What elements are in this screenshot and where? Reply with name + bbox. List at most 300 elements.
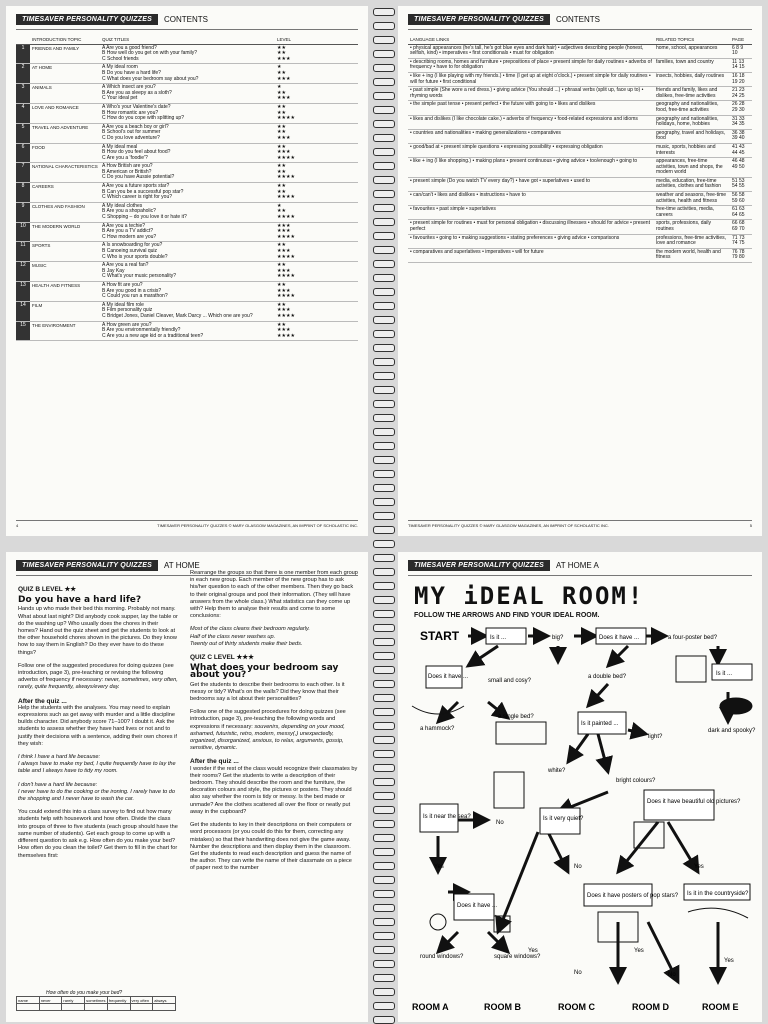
quiz-titles <box>100 64 275 84</box>
quiz-title: B Are you environmentally friendly? <box>102 327 181 334</box>
spiral-ring <box>373 470 395 478</box>
levels <box>275 64 358 84</box>
language-links: • good/bad at • present simple questions • expressing possibility • expressing obligation <box>408 143 654 157</box>
spiral-ring <box>373 260 395 268</box>
arrow <box>548 832 568 872</box>
topic-number: 9 <box>16 202 30 222</box>
contents-row <box>16 222 358 242</box>
contents-row <box>408 129 752 143</box>
conclusion: Most of the class cleans their bedroom regularly. <box>190 626 310 633</box>
spiral-ring <box>373 92 395 100</box>
levels <box>275 143 358 163</box>
spiral-binding <box>370 0 396 1024</box>
contents-row <box>408 58 752 72</box>
topic-number: 12 <box>16 262 30 282</box>
page-numbers: 16 18 19 20 <box>730 72 752 86</box>
teacher-notes-page <box>6 552 368 1022</box>
chart-column-header: always <box>153 997 176 1004</box>
arrow <box>598 734 608 772</box>
node-text: Does it have ... <box>457 903 498 909</box>
spiral-ring <box>373 428 395 436</box>
quiz-title: A How fit are you? <box>102 281 143 288</box>
level-stars: ★★ <box>277 301 286 308</box>
node-text: big? <box>552 635 564 641</box>
spiral-ring <box>373 596 395 604</box>
contents-row <box>408 115 752 129</box>
spiral-ring <box>373 680 395 688</box>
language-links: • likes and dislikes (I like chocolate cake.) • adverbs of frequency • food-related expressions and idioms <box>408 115 654 129</box>
example: I never have to do the cooking or the ironing. I rarely have to do the shopping and I never have to wash the car. <box>18 788 176 803</box>
quiz-title: B Are you good in a crisis? <box>102 287 162 294</box>
quiz-titles <box>100 281 275 301</box>
language-links: • countries and nationalities • making generalizations • comparatives <box>408 129 654 143</box>
series-tag: TIMESAVER PERSONALITY QUIZZES <box>408 560 550 571</box>
arrow <box>588 684 608 706</box>
levels <box>275 183 358 203</box>
quiz-title: B Canoeing survival quiz <box>102 248 158 254</box>
topic-number: 7 <box>16 163 30 183</box>
level-stars: ★★★★ <box>277 293 295 300</box>
spiral-ring <box>373 316 395 324</box>
quiz-titles <box>100 321 275 341</box>
level-stars: ★ <box>277 202 282 209</box>
node-text: No <box>496 820 504 826</box>
arrow <box>438 932 458 952</box>
spiral-ring <box>373 806 395 814</box>
flowchart-page <box>398 552 762 1022</box>
divider <box>16 29 358 30</box>
page-numbers: 46 48 49 50 <box>730 158 752 178</box>
page-number: 5 <box>749 523 752 528</box>
spiral-ring <box>373 722 395 730</box>
language-links: • past simple (She wore a red dress.) • giving advice (You should ...) • phrasal verbs (split up, face up to) • rhyming words <box>408 87 654 101</box>
level-stars: ★★★ <box>277 75 291 82</box>
quiz-titles <box>100 84 275 104</box>
node-text: Does it have ... <box>428 674 469 680</box>
level-stars: ★★ <box>277 89 286 96</box>
related-topics: appearances, free-time activities, town and shops, the modern world <box>654 158 730 178</box>
level-stars: ★★ <box>277 69 286 76</box>
language-links: • describing rooms, homes and furniture • prepositions of place • present simple for daily routines • adverbs of frequency • have to for obligation <box>408 58 654 72</box>
quiz-title: A Are you a good friend? <box>102 44 157 51</box>
related-topics: the modern world, health and fitness <box>654 248 730 262</box>
topic-number: 11 <box>16 242 30 262</box>
paragraph: Get the students to describe their bedrooms to each other. Is it messy or tidy? What's on the walls? Did they know that their bedrooms say a lot about their personalities? <box>190 681 345 703</box>
topic-number: 8 <box>16 183 30 203</box>
spiral-ring <box>373 694 395 702</box>
room-label: ROOM B <box>484 1002 521 1012</box>
contents-row <box>16 103 358 123</box>
contents-row <box>16 242 358 262</box>
quiz-title: C How do you cope with splitting up? <box>102 115 184 122</box>
contents-row <box>408 44 752 58</box>
level-stars: ★★ <box>277 123 286 130</box>
spiral-ring <box>373 638 395 646</box>
hammock-illustration <box>412 706 464 714</box>
chart-column-header: very often <box>130 997 153 1004</box>
conclusion: Half of the class never washes up. <box>190 633 276 640</box>
quiz-title: A How British are you? <box>102 163 153 170</box>
level-stars: ★★ <box>277 163 286 170</box>
painting-illustration <box>494 772 524 808</box>
page-numbers: 51 53 54 55 <box>730 177 752 191</box>
level-stars: ★★ <box>277 183 286 190</box>
spiral-ring <box>373 932 395 940</box>
spiral-ring <box>373 218 395 226</box>
spiral-ring <box>373 876 395 884</box>
quiz-titles <box>100 301 275 321</box>
topic-name: LOVE AND ROMANCE <box>30 103 100 123</box>
page-numbers: 11 13 14 15 <box>730 58 752 72</box>
spiral-ring <box>373 302 395 310</box>
level-stars: ★★ <box>277 168 286 175</box>
spiral-ring <box>373 288 395 296</box>
paragraph: Help the students with the analyses. You may need to explain expressions such as get away with murder and a little discipline builds character. Did anybody score 71–100? I doubt it. Ask the students to assess whether they have hard lives or not and to justify their decisions with a sentence, adding their own chores if they wish: <box>18 704 177 747</box>
handwritten-chart <box>16 990 176 1018</box>
related-topics: home, school, appearances <box>654 44 730 58</box>
level-stars: ★★★ <box>277 222 291 229</box>
level-stars: ★★★★ <box>277 332 295 339</box>
levels <box>275 262 358 282</box>
levels <box>275 321 358 341</box>
quiz-title: C What does your bedroom say about you? <box>102 75 199 82</box>
related-topics: insects, hobbies, daily routines <box>654 72 730 86</box>
levels <box>275 301 358 321</box>
page-footer <box>16 520 358 528</box>
topic-name: THE ENVIRONMENT <box>30 321 100 341</box>
page-numbers: 76 78 79 80 <box>730 248 752 262</box>
notes-column-right <box>190 570 358 879</box>
spiral-ring <box>373 64 395 72</box>
related-topics: sports, professions, daily routines <box>654 220 730 234</box>
level-stars: ★★★★ <box>277 154 295 161</box>
arrow <box>438 702 458 722</box>
page-numbers: 61 63 64 65 <box>730 206 752 220</box>
example: I don't have a hard life because: <box>18 781 98 788</box>
topic-number: 5 <box>16 123 30 143</box>
node-text: white? <box>548 768 566 774</box>
spiral-ring <box>373 344 395 352</box>
spiral-ring <box>373 232 395 240</box>
series-tag: TIMESAVER PERSONALITY QUIZZES <box>16 14 158 25</box>
spiral-ring <box>373 246 395 254</box>
node-text: Yes <box>694 864 704 870</box>
node-text: square windows? <box>494 954 541 960</box>
contents-row <box>408 192 752 206</box>
contents-row <box>408 206 752 220</box>
spiral-ring <box>373 820 395 828</box>
spiral-ring <box>373 456 395 464</box>
quiz-title: A Which insect are you? <box>102 84 156 91</box>
example: I always have to make my bed, I quite frequently have to lay the table and I always have to tidy my room. <box>18 761 176 775</box>
quiz-title: B Jay Kay <box>102 267 125 274</box>
arrow <box>568 734 588 762</box>
quiz-titles <box>100 123 275 143</box>
quiz-title: A Are you a techie? <box>102 222 146 229</box>
level-stars: ★★★ <box>277 134 291 141</box>
arrow <box>498 832 538 932</box>
level-stars: ★★★ <box>277 228 291 235</box>
section-title: AT HOME <box>164 560 200 570</box>
quiz-title: B Can you be a successful pop star? <box>102 188 184 195</box>
related-topics: music, sports, hobbies and interests <box>654 143 730 157</box>
arrow <box>468 646 498 666</box>
contents-row <box>408 87 752 101</box>
level-stars: ★★★ <box>277 55 291 62</box>
topic-number: 15 <box>16 321 30 341</box>
node-text: round windows? <box>420 954 464 960</box>
quiz-title: C Are you a new age kid or a traditional teen? <box>102 332 204 339</box>
node-text: a hammock? <box>420 726 455 732</box>
related-topics: free-time activities, media, careers <box>654 206 730 220</box>
spiral-ring <box>373 974 395 982</box>
spiral-ring <box>373 1002 395 1010</box>
spiral-ring <box>373 778 395 786</box>
paragraph: I wonder if the rest of the class would recognize their classmates by their rooms? Get the students to write a description of their bedroom. They should describe the room and the furniture, the decoration colours and style, the pictures or posters. They should also say whether the room is tidy or messy. Is the bed made or unmade? Are the clothes scattered all over the floor or neatly put away in the cupboard? <box>190 765 358 815</box>
page-numbers: 41 43 44 45 <box>730 143 752 157</box>
level-stars: ★★ <box>277 109 286 116</box>
node-text: a double bed? <box>588 674 627 680</box>
contents-row <box>408 220 752 234</box>
quiz-c-title: What does your bedroom say about you? <box>190 663 339 681</box>
quiz-title: C Bridget Jones, Daniel Cleaver, Mark Darcy ... Which one are you? <box>102 312 253 319</box>
four-poster-illustration <box>676 656 706 682</box>
quiz-title: B Do you have a hard life? <box>102 69 161 76</box>
contents-row <box>408 143 752 157</box>
spiral-ring <box>373 624 395 632</box>
spiral-ring <box>373 960 395 968</box>
related-topics: geography and nationalities, food, free-time activities <box>654 101 730 115</box>
quiz-title: A Are you a beach boy or girl? <box>102 123 169 130</box>
topic-name: AT HOME <box>30 64 100 84</box>
level-stars: ★★ <box>277 44 286 51</box>
node-text: Is it ... <box>490 635 507 641</box>
level-stars: ★★★ <box>277 287 291 294</box>
contents-row <box>408 72 752 86</box>
spiral-ring <box>373 498 395 506</box>
spiral-ring <box>373 134 395 142</box>
levels <box>275 202 358 222</box>
level-stars: ★★★★ <box>277 214 295 221</box>
spiral-ring <box>373 708 395 716</box>
contents-row <box>16 143 358 163</box>
page-header <box>408 12 762 26</box>
quiz-titles <box>100 163 275 183</box>
conclusion: Twenty out of thirty students make their beds. <box>190 640 303 647</box>
node-text: Does it have posters of pop stars? <box>587 893 679 899</box>
contents-row <box>16 301 358 321</box>
chart-column-header: frequently <box>107 997 130 1004</box>
level-stars: ★★★ <box>277 327 291 334</box>
node-text: Yes <box>634 948 644 954</box>
page-numbers: 31 33 34 35 <box>730 115 752 129</box>
topic-name: MUSIC <box>30 262 100 282</box>
quiz-title: C How modern are you? <box>102 233 157 240</box>
level-stars: ★★★★ <box>277 233 295 240</box>
quiz-title: A Is snowboarding for you? <box>102 242 163 249</box>
page-numbers: 71 73 74 75 <box>730 234 752 248</box>
quiz-titles <box>100 222 275 242</box>
spiral-ring <box>373 862 395 870</box>
spiral-ring <box>373 386 395 394</box>
spiral-ring <box>373 736 395 744</box>
vocab-list: never, sometimes, very often, rarely, quite frequently, always/every day. <box>18 677 178 691</box>
node-text: No <box>574 864 582 870</box>
topic-number: 4 <box>16 103 30 123</box>
quiz-title: B Are you a shopaholic? <box>102 208 156 215</box>
quiz-title: C School friends <box>102 55 139 62</box>
col-header-level: LEVEL <box>275 36 358 44</box>
after-quiz-heading: After the quiz ... <box>190 758 239 766</box>
topic-name: SPORTS <box>30 242 100 262</box>
spiral-ring <box>373 512 395 520</box>
chart-column-header: name <box>17 997 40 1004</box>
node-box <box>644 790 714 820</box>
page-numbers: 56 58 59 60 <box>730 192 752 206</box>
level-stars: ★★★★ <box>277 174 295 181</box>
spiral-ring <box>373 442 395 450</box>
section-title: CONTENTS <box>164 14 208 24</box>
spiral-ring <box>373 582 395 590</box>
levels <box>275 222 358 242</box>
contents-row <box>408 158 752 178</box>
topic-number: 13 <box>16 281 30 301</box>
level-stars: ★★ <box>277 50 286 57</box>
level-stars: ★ <box>277 84 282 91</box>
level-stars: ★★★★ <box>277 273 295 280</box>
level-stars: ★★ <box>277 321 286 328</box>
language-links: • present simple (Do you watch TV every day?) • have got • superlatives • used to <box>408 177 654 191</box>
page-header <box>408 558 762 572</box>
quiz-titles <box>100 143 275 163</box>
level-stars: ★★ <box>277 242 286 249</box>
paragraph: Get the students to key in their descriptions on their computers or word processors (or you could do this for them, correcting any mistakes) so that their handwriting does not give the game away. Number the descriptions and then display them in the classroom. Get the students to read each description and guess the name of the author. They can write the name of their classmate on a piece of paper next to the number <box>190 822 352 872</box>
series-tag: TIMESAVER PERSONALITY QUIZZES <box>408 14 550 25</box>
spiral-ring <box>373 834 395 842</box>
contents-row <box>16 321 358 341</box>
page-numbers: 26 28 29 30 <box>730 101 752 115</box>
level-stars: ★★ <box>277 129 286 136</box>
node-text: Yes <box>528 948 538 954</box>
chart-column-header: never <box>39 997 62 1004</box>
quiz-title: A My ideal room <box>102 64 138 71</box>
flowchart <box>398 622 762 1022</box>
spiral-ring <box>373 666 395 674</box>
spiral-ring <box>373 400 395 408</box>
level-stars: ★★★★ <box>277 115 295 122</box>
contents-row <box>16 281 358 301</box>
quiz-titles <box>100 103 275 123</box>
node-text: Yes <box>434 864 444 870</box>
quiz-title: A My ideal meal <box>102 143 138 150</box>
spiral-ring <box>373 204 395 212</box>
contents-page-right <box>398 6 762 536</box>
contents-table-left <box>16 36 358 341</box>
node-text: bright colours? <box>616 778 656 784</box>
language-links: • comparatives and superlatives • imperatives • will for future <box>408 248 654 262</box>
paragraph: Hands up who made their bed this morning. Probably not many. What about last night? Did anybody cook supper, lay the table or do the washing up? Who usually does the chores in their homes? Hand out the quiz sheet and get the students to look at the other household chores shown in the pictures. Do they know how to say them in English? Do they ever have to do these things? <box>18 606 178 656</box>
levels <box>275 44 358 64</box>
paragraph: Rearrange the groups so that there is one member from each group in each new group. Each member of the new group has to ask his/her question to each of the other members. Then they go back to their original groups and pool their information. (They will have answers from the whole class.) What statistics can they come up with? Help them to analyse their results and come to some conclusions: <box>190 570 358 620</box>
contents-row <box>16 262 358 282</box>
contents-row <box>16 183 358 203</box>
level-stars: ★★ <box>277 143 286 150</box>
spiral-ring <box>373 414 395 422</box>
paragraph: You could extend this into a class survey to find out how many students help with housework and how often. Divide the class into groups of three to five students (each group should have the same number of students). Get each group to come up with a different question to ask e.g. How often do you make your bed? How often do you clean the toilet? Get them to fill in the chart for themselves first: <box>18 809 178 859</box>
node-text: Is it ... <box>716 671 733 677</box>
levels <box>275 84 358 104</box>
spiral-ring <box>373 764 395 772</box>
quiz-titles <box>100 44 275 64</box>
spiral-ring <box>373 330 395 338</box>
contents-row <box>408 234 752 248</box>
spiral-ring <box>373 36 395 44</box>
spiral-ring <box>373 848 395 856</box>
language-links: • physical appearances (he's tall, he's got blue eyes and dark hair) • adjectives describing people (honest, selfish, kind) • imperatives • first conditionals • must for obligation <box>408 44 654 58</box>
topic-name: FOOD <box>30 143 100 163</box>
quiz-title: B How romantic are you? <box>102 109 159 116</box>
levels <box>275 103 358 123</box>
node-text: a single bed? <box>498 714 534 720</box>
quiz-titles <box>100 202 275 222</box>
language-links: • can/can't • likes and dislikes • instructions • have to <box>408 192 654 206</box>
node-text: Is it in the countryside? <box>687 891 749 897</box>
level-stars: ★★★ <box>277 95 291 102</box>
spiral-ring <box>373 918 395 926</box>
spiral-ring <box>373 750 395 758</box>
spiral-ring <box>373 946 395 954</box>
quiz-c-level: QUIZ C LEVEL ★★★ <box>190 654 254 662</box>
node-text: Is it painted ... <box>581 721 619 727</box>
page-numbers: 66 68 69 70 <box>730 220 752 234</box>
spiral-ring <box>373 484 395 492</box>
spiral-ring <box>373 988 395 996</box>
level-stars: ★ <box>277 64 282 71</box>
related-topics: professions, free-time activities, love and romance <box>654 234 730 248</box>
col-header-quiz-titles: QUIZ TITLES <box>100 36 275 44</box>
level-stars: ★★★★ <box>277 312 295 319</box>
spiral-ring <box>373 890 395 898</box>
language-links: • the simple past tense • present perfect • the future with going to • likes and dislikes <box>408 101 654 115</box>
col-header-page: PAGE <box>730 36 752 44</box>
single-bed-illustration <box>496 722 546 744</box>
quiz-titles <box>100 183 275 203</box>
topic-name: NATIONAL CHARACTERISTICS <box>30 163 100 183</box>
contents-row <box>408 177 752 191</box>
room-label: ROOM C <box>558 1002 595 1012</box>
node-text: Yes <box>724 958 734 964</box>
copyright: TIMESAVER PERSONALITY QUIZZES © MARY GLASGOW MAGAZINES, AN IMPRINT OF SCHOLASTIC INC. <box>408 523 609 528</box>
spiral-ring <box>373 372 395 380</box>
spiral-ring <box>373 274 395 282</box>
spiral-ring <box>373 22 395 30</box>
paragraph: Follow one of the suggested procedures for doing quizzes (see introduction, page 3), pre-teaching or revising the following adverbs of frequency if necessary: <box>18 662 174 684</box>
level-stars: ★★ <box>277 208 286 215</box>
node-text: Does it have beautiful old pictures? <box>647 799 741 805</box>
page-numbers: 36 38 39 40 <box>730 129 752 143</box>
quiz-title: A Are you a real fan? <box>102 262 149 269</box>
quiz-title: C Which career is right for you? <box>102 194 173 201</box>
spiral-ring <box>373 8 395 16</box>
round-window-illustration <box>430 914 446 930</box>
chart-question: How often do you make your bed? <box>46 990 123 996</box>
quiz-b-title: Do you have a hard life? <box>18 595 142 606</box>
level-stars: ★★ <box>277 103 286 110</box>
level-stars: ★★★ <box>277 267 291 274</box>
spiral-ring <box>373 120 395 128</box>
topic-name: ANIMALS <box>30 84 100 104</box>
divider <box>408 575 752 576</box>
